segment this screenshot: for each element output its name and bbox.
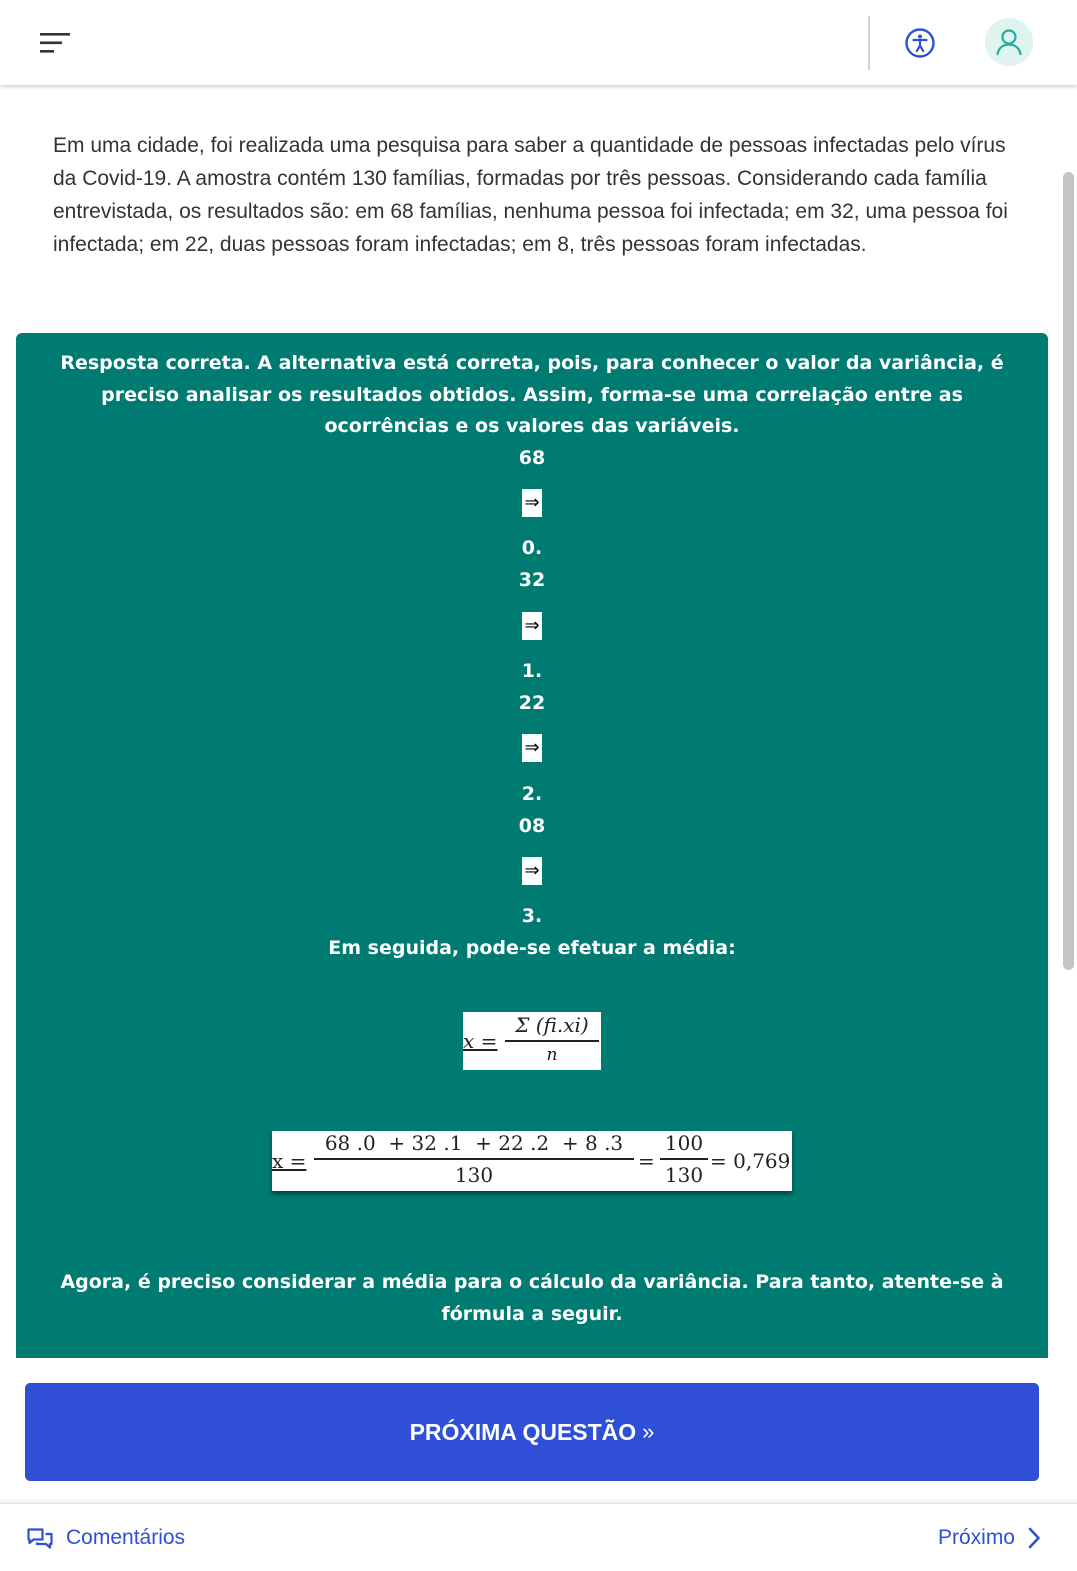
- topbar-divider: [868, 16, 870, 70]
- formula-denominator: 130: [454, 1162, 494, 1187]
- chevron-right-icon: [1027, 1526, 1041, 1550]
- implies-arrow: ⇒: [522, 489, 542, 517]
- comments-link[interactable]: [26, 1522, 185, 1554]
- correlation-value: 3.: [521, 905, 543, 927]
- next-question-label: PRÓXIMA QUESTÃO: [409, 1418, 637, 1445]
- formula-numerator: 100: [664, 1131, 704, 1155]
- implies-arrow: ⇒: [522, 857, 542, 885]
- menu-button[interactable]: [38, 30, 72, 56]
- avatar-button[interactable]: [985, 18, 1033, 66]
- correlation-value: 1.: [521, 660, 543, 682]
- correlation-value: 2.: [521, 783, 543, 805]
- implies-arrow: ⇒: [522, 612, 542, 640]
- correlation-count: 08: [518, 815, 546, 837]
- formula-result: = 0,769: [710, 1149, 791, 1173]
- formula-lhs: x =: [463, 1029, 498, 1053]
- accessibility-button[interactable]: [904, 27, 936, 59]
- formula-numerator: 68 .0 + 32 .1 + 22 .2 + 8 .3: [324, 1131, 624, 1155]
- formula-denominator: n: [546, 1044, 558, 1065]
- implies-arrow: ⇒: [522, 734, 542, 762]
- user-avatar-icon: [994, 27, 1024, 57]
- formula-denominator: 130: [664, 1162, 704, 1187]
- next-label: Próximo: [937, 1526, 1015, 1549]
- feedback-intro: Resposta correta. A alternativa está correta, pois, para conhecer o valor da variância, é preciso analisar os resultados obtidos. Assim, forma-se uma correlação entre as ocorrências e os valores das variáveis.: [60, 352, 1004, 437]
- double-chevron-right-icon: »: [642, 1419, 655, 1444]
- mean-formula-image: [463, 1012, 601, 1070]
- correlation-count: 68: [518, 447, 546, 469]
- formula-fraction: [660, 1131, 708, 1187]
- correlation-count: 32: [518, 569, 546, 591]
- formula-lhs: x =: [272, 1149, 307, 1173]
- formula-equals: =: [638, 1149, 655, 1173]
- hamburger-menu-icon: [38, 30, 72, 56]
- bottom-bar: [0, 1503, 1077, 1571]
- mean-intro: Em seguida, pode-se efetuar a média:: [328, 937, 736, 959]
- comments-label: Comentários: [66, 1526, 186, 1549]
- correlation-value: 0.: [521, 537, 543, 559]
- top-bar: [0, 0, 1077, 85]
- formula-numerator: Σ (fi.xi): [515, 1013, 589, 1037]
- question-text: Em uma cidade, foi realizada uma pesquisa para saber a quantidade de pessoas infectadas pelo vírus da Covid-19. A amostra contém 130 famílias, formadas por três pessoas. Considerando cada família entrevistada, os resultados são: em 68 famílias, nenhuma pessoa foi infectada; em 32, uma pessoa foi infectada; em 22, duas pessoas foram infectadas; em 8, três pessoas foram infectadas.: [53, 134, 1008, 256]
- next-question-button[interactable]: [25, 1383, 1039, 1481]
- next-link[interactable]: [938, 1522, 1041, 1554]
- correlation-count: 22: [518, 692, 546, 714]
- accessibility-icon: [904, 27, 936, 59]
- mean-calculation-image: [272, 1131, 792, 1191]
- scrollbar-thumb[interactable]: [1063, 172, 1074, 970]
- formula-fraction: [505, 1013, 599, 1065]
- chat-bubbles-icon: [26, 1526, 54, 1550]
- feedback-closing: Agora, é preciso considerar a média para o cálculo da variância. Para tanto, atente-se à fórmula a seguir.: [60, 1271, 1004, 1325]
- feedback-panel: [16, 333, 1048, 1358]
- formula-fraction: [314, 1131, 634, 1187]
